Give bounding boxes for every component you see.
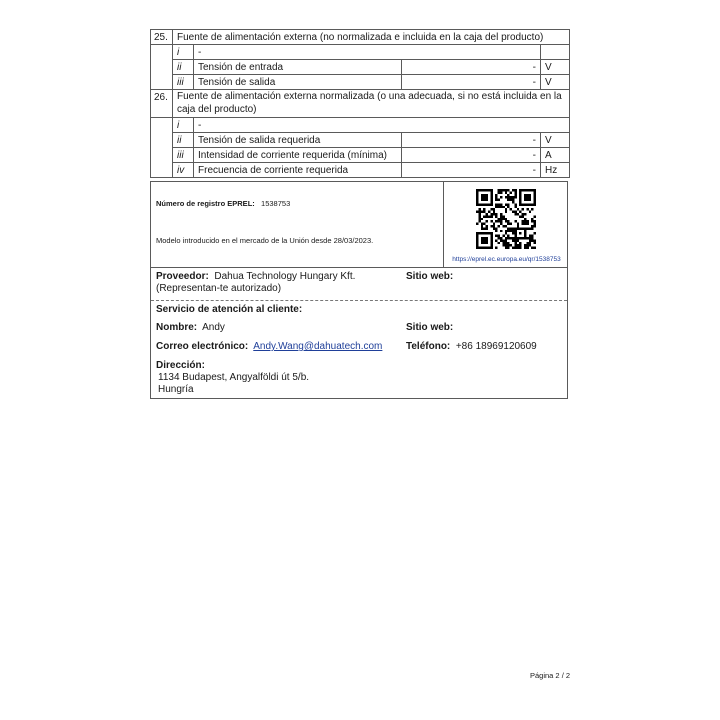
spec-roman: ii — [173, 133, 194, 148]
spec-row-25-title — [151, 30, 570, 45]
table-row — [151, 60, 570, 75]
address-label: Dirección: — [156, 360, 205, 371]
spec-label: Frecuencia de corriente requerida — [194, 163, 402, 178]
spec-label: Tensión de salida requerida — [194, 133, 402, 148]
phone-label: Teléfono: — [406, 341, 451, 352]
spec-unit: V — [541, 133, 570, 148]
spec-value: - — [402, 133, 541, 148]
spec-label: Tensión de entrada — [194, 60, 402, 75]
page-number: Página 2 / 2 — [530, 671, 571, 680]
customer-service-title: Servicio de atención al cliente: — [156, 304, 303, 315]
spec-title-25: Fuente de alimentación externa (no normalizada e incluida en la caja del producto) — [173, 30, 570, 45]
address-line-1: 1134 Budapest, Angyalföldi út 5/b. — [158, 372, 310, 383]
address-line-2: Hungría — [158, 384, 194, 395]
spec-roman: iii — [173, 75, 194, 90]
spec-unit: A — [541, 148, 570, 163]
eprel-info-box — [150, 181, 568, 399]
spec-row-26-title — [151, 90, 570, 118]
spec-roman: iv — [173, 163, 194, 178]
table-row — [151, 118, 570, 133]
phone-value: +86 18969120609 — [455, 341, 537, 352]
spec-unit: V — [541, 60, 570, 75]
spec-label: Intensidad de corriente requerida (mínima) — [194, 148, 402, 163]
contact-name — [156, 322, 225, 334]
eprel-reg-value: 1538753 — [261, 199, 291, 208]
supplier-info — [156, 271, 398, 295]
contact-phone — [406, 341, 537, 353]
spec-roman: i — [173, 118, 194, 133]
spec-value: - — [402, 75, 541, 90]
service-web-label: Sitio web: — [406, 322, 454, 333]
spec-value: - — [402, 60, 541, 75]
qr-link[interactable]: https://eprel.ec.europa.eu/qr/1538753 — [452, 256, 561, 263]
market-intro-text: Modelo introducido en el mercado de la Unión desde 28/03/2023. — [156, 236, 374, 245]
name-label: Nombre: — [156, 322, 198, 333]
spec-roman: i — [173, 45, 194, 60]
spec-label: Tensión de salida — [194, 75, 402, 90]
table-row — [151, 148, 570, 163]
divider — [151, 267, 567, 268]
spec-label: - — [194, 45, 541, 60]
spec-unit: Hz — [541, 163, 570, 178]
supplier-label: Proveedor: — [156, 271, 209, 282]
name-value: Andy — [202, 322, 225, 333]
spec-roman: iii — [173, 148, 194, 163]
spec-unit — [541, 45, 570, 60]
table-row — [151, 133, 570, 148]
table-row — [151, 75, 570, 90]
spec-unit: V — [541, 75, 570, 90]
supplier-web-label: Sitio web: — [406, 271, 454, 282]
divider — [151, 300, 567, 301]
qr-cell — [443, 182, 568, 267]
table-row — [151, 45, 570, 60]
spec-label: - — [194, 118, 570, 133]
contact-email — [156, 341, 382, 353]
eprel-reg-label: Número de registro EPREL: — [156, 199, 255, 208]
supplier-value: Dahua Technology Hungary Kft. (Representan-te autorizado) — [156, 271, 356, 294]
qr-code-icon[interactable] — [476, 189, 536, 249]
eprel-registration — [156, 199, 290, 208]
spec-number-26: 26. — [151, 90, 173, 118]
email-label: Correo electrónico: — [156, 341, 249, 352]
table-row — [151, 163, 570, 178]
spec-value: - — [402, 148, 541, 163]
spec-roman: ii — [173, 60, 194, 75]
spec-value: - — [402, 163, 541, 178]
email-link[interactable]: Andy.Wang@dahuatech.com — [253, 341, 383, 352]
spec-title-26: Fuente de alimentación externa normalizada (o una adecuada, si no está incluida en la caja del producto) — [173, 90, 570, 118]
spec-table — [150, 29, 570, 178]
spec-number-25: 25. — [151, 30, 173, 45]
